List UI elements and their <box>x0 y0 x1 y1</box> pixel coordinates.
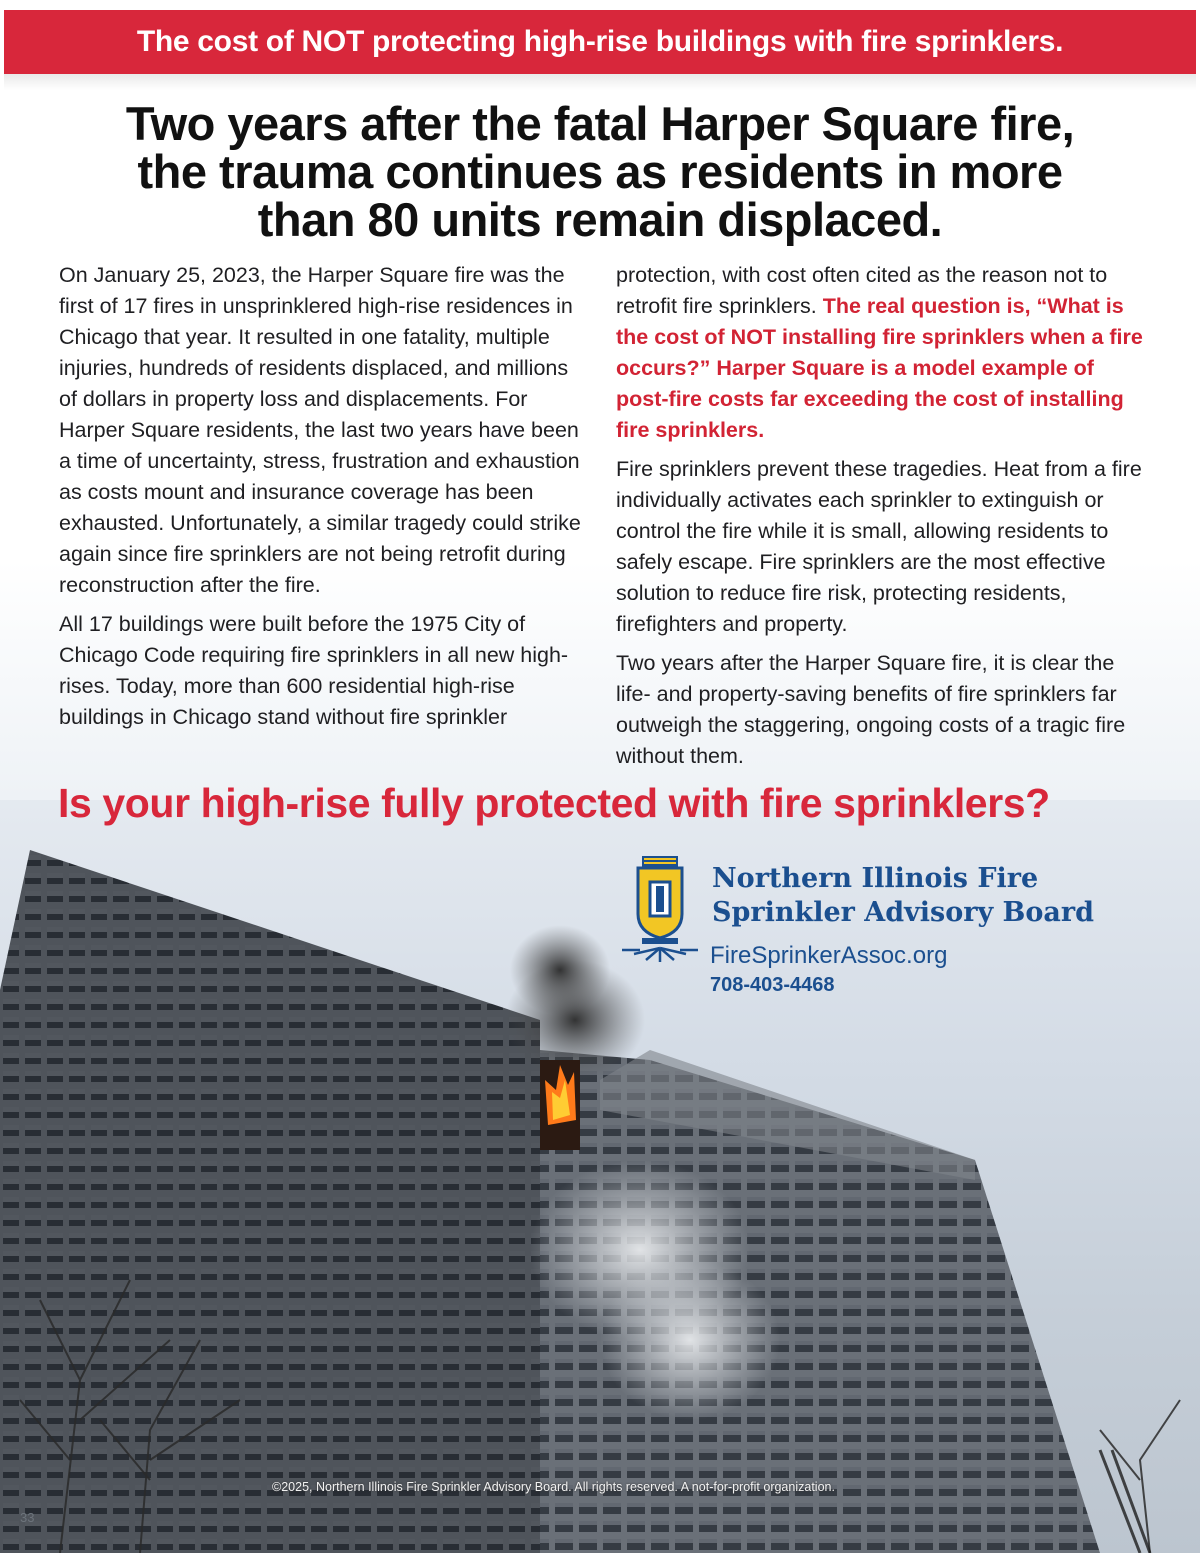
paragraph: On January 25, 2023, the Harper Square fire was the first of 17 fires in unsprinklered high-rise residences in Chicago that year. It resulted in one fatality, multiple injuries, hundreds of residents displaced, and millions of dollars in property loss and displacements. For Harper Square residents, the last two years have been a time of uncertainty, stress, frustration and exhaustion as costs mount and insurance coverage has been exhausted. Unfortunately, a similar tragedy could strike again since fire sprinklers are not being retrofit during reconstruction after the fire. <box>59 263 581 597</box>
organization-name-line-1: Northern Illinois Fire <box>712 863 1039 894</box>
headline-line-3: than 80 units remain displaced. <box>257 193 943 246</box>
paragraph: Fire sprinklers prevent these tragedies. Heat from a fire individually activates each sprinkler to extinguish or control the fire while it is small, allowing residents to safely escape. Fire sprinklers are the most effective solution to reduce fire risk, protecting residents, firefighters and property. <box>616 457 1142 636</box>
headline-line-1: Two years after the fatal Harper Square fire, <box>125 97 1075 150</box>
organization-name <box>712 862 1132 930</box>
organization-website-link[interactable]: FireSprinkerAssoc.org <box>710 942 948 969</box>
paragraph-text: protection, with cost often cited as the reason not to retrofit fire sprinklers. <box>616 263 1108 318</box>
fire-sprinkler-logo-icon <box>620 852 700 972</box>
copyright-notice: ©2025, Northern Illinois Fire Sprinkler Advisory Board. All rights reserved. A not-for-profit organization. <box>272 1480 835 1494</box>
organization-phone: 708-403-4468 <box>710 974 835 996</box>
banner-text: The cost of NOT protecting high-rise buildings with fire sprinklers. <box>136 25 1064 58</box>
call-to-action-question: Is your high-rise fully protected with fire sprinklers? <box>58 780 1050 826</box>
top-banner <box>4 10 1196 74</box>
paragraph: All 17 buildings were built before the 1975 City of Chicago Code requiring fire sprinklers in all new high-rises. Today, more than 600 residential high-rise buildings in Chicago stand without fire sprinkler <box>59 612 569 729</box>
body-column-left <box>59 260 589 741</box>
banner-shadow <box>4 74 1196 90</box>
headline <box>40 97 1160 246</box>
paragraph <box>616 260 1146 446</box>
page-number: 33 <box>20 1510 35 1525</box>
paragraph: Two years after the Harper Square fire, it is clear the life- and property-saving benefits of fire sprinklers far outweigh the staggering, ongoing costs of a tragic fire without them. <box>616 651 1126 768</box>
body-column-right <box>616 260 1146 780</box>
headline-line-2: the trauma continues as residents in more <box>137 145 1063 198</box>
highlighted-question: The real question is, “What is the cost of NOT installing fire sprinklers when a fire occurs?” Harper Square is a model example of post-fire costs far exceeding the cost of installing fire sprinklers. <box>616 294 1143 442</box>
organization-name-line-2: Sprinkler Advisory Board <box>712 897 1094 928</box>
